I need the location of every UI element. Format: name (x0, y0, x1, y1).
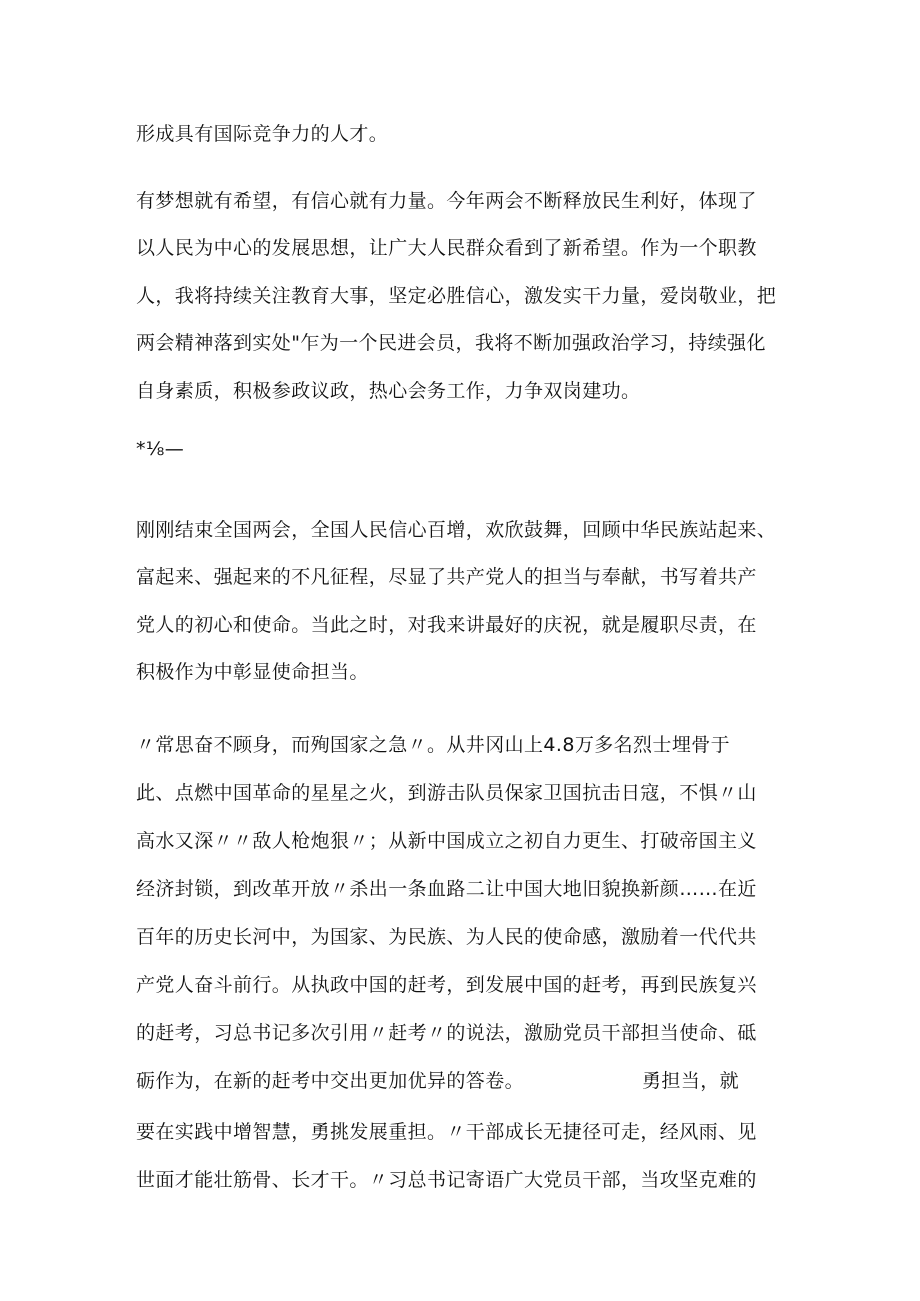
paragraph-line: 党人的初心和使命。当此之时，对我来讲最好的庆祝，就是履职尽责，在 (136, 614, 757, 636)
paragraph-line: 以人民为中心的发展思想，让广大人民群众看到了新希望。作为一个职教 (136, 237, 757, 259)
paragraph-line: 两会精神落到实处"乍为一个民进会员，我将不断加强政治学习，持续强化 (136, 332, 766, 354)
paragraph-line-part: 勇担当，就 (642, 1070, 740, 1092)
paragraph-line: 要在实践中增智慧，勇挑发展重担。〃干部成长无捷径可走，经风雨、见 (136, 1121, 757, 1143)
paragraph-line (136, 1069, 739, 1093)
section-marker: *⅛— (136, 438, 185, 460)
paragraph-line: 高水又深〃〃敌人枪炮狠〃；从新中国成立之初自力更生、打破帝国主义 (136, 830, 757, 852)
paragraph-line: 有梦想就有希望，有信心就有力量。今年两会不断释放民生利好，体现了 (136, 190, 757, 212)
paragraph-line: 经济封锁，到改革开放〃杀出一条血路二让中国大地旧貌换新颜……在近 (136, 878, 757, 900)
paragraph-line: 〃常思奋不顾身，而殉国家之急〃。从井冈山上4.8万多名烈士埋骨于 (136, 734, 731, 756)
paragraph-line: 自身素质，积极参政议政，热心会务工作，力争双岗建功。 (136, 380, 641, 402)
paragraph-line: 富起来、强起来的不凡征程，尽显了共产党人的担当与奉献，书写着共产 (136, 566, 757, 588)
paragraph-line: 百年的历史长河中，为国家、为民族、为人民的使命感，激励着一代代共 (136, 926, 757, 948)
paragraph-line: 积极作为中彰显使命担当。 (136, 661, 369, 683)
paragraph-line: 人，我将持续关注教育大事，坚定必胜信心，激发实干力量，爱岗敬业，把 (136, 285, 777, 307)
paragraph-line: 此、点燃中国革命的星星之火，到游击队员保家卫国抗击日寇，不惧〃山 (136, 782, 757, 804)
paragraph-line-part: 砺作为，在新的赶考中交出更加优异的答卷。 (136, 1070, 525, 1092)
paragraph-line: 刚刚结束全国两会，全国人民信心百增，欢欣鼓舞，回顾中华民族站起来、 (136, 519, 777, 541)
paragraph-line: 形成具有国际竞争力的人才。 (136, 123, 389, 145)
paragraph-line: 产党人奋斗前行。从执政中国的赶考，到发展中国的赶考，再到民族复兴 (136, 974, 757, 996)
paragraph-line: 世面才能壮筋骨、长才干。〃习总书记寄语广大党员干部，当攻坚克难的 (136, 1169, 757, 1191)
paragraph-line: 的赶考，习总书记多次引用〃赶考〃的说法，激励党员干部担当使命、砥 (136, 1022, 757, 1044)
